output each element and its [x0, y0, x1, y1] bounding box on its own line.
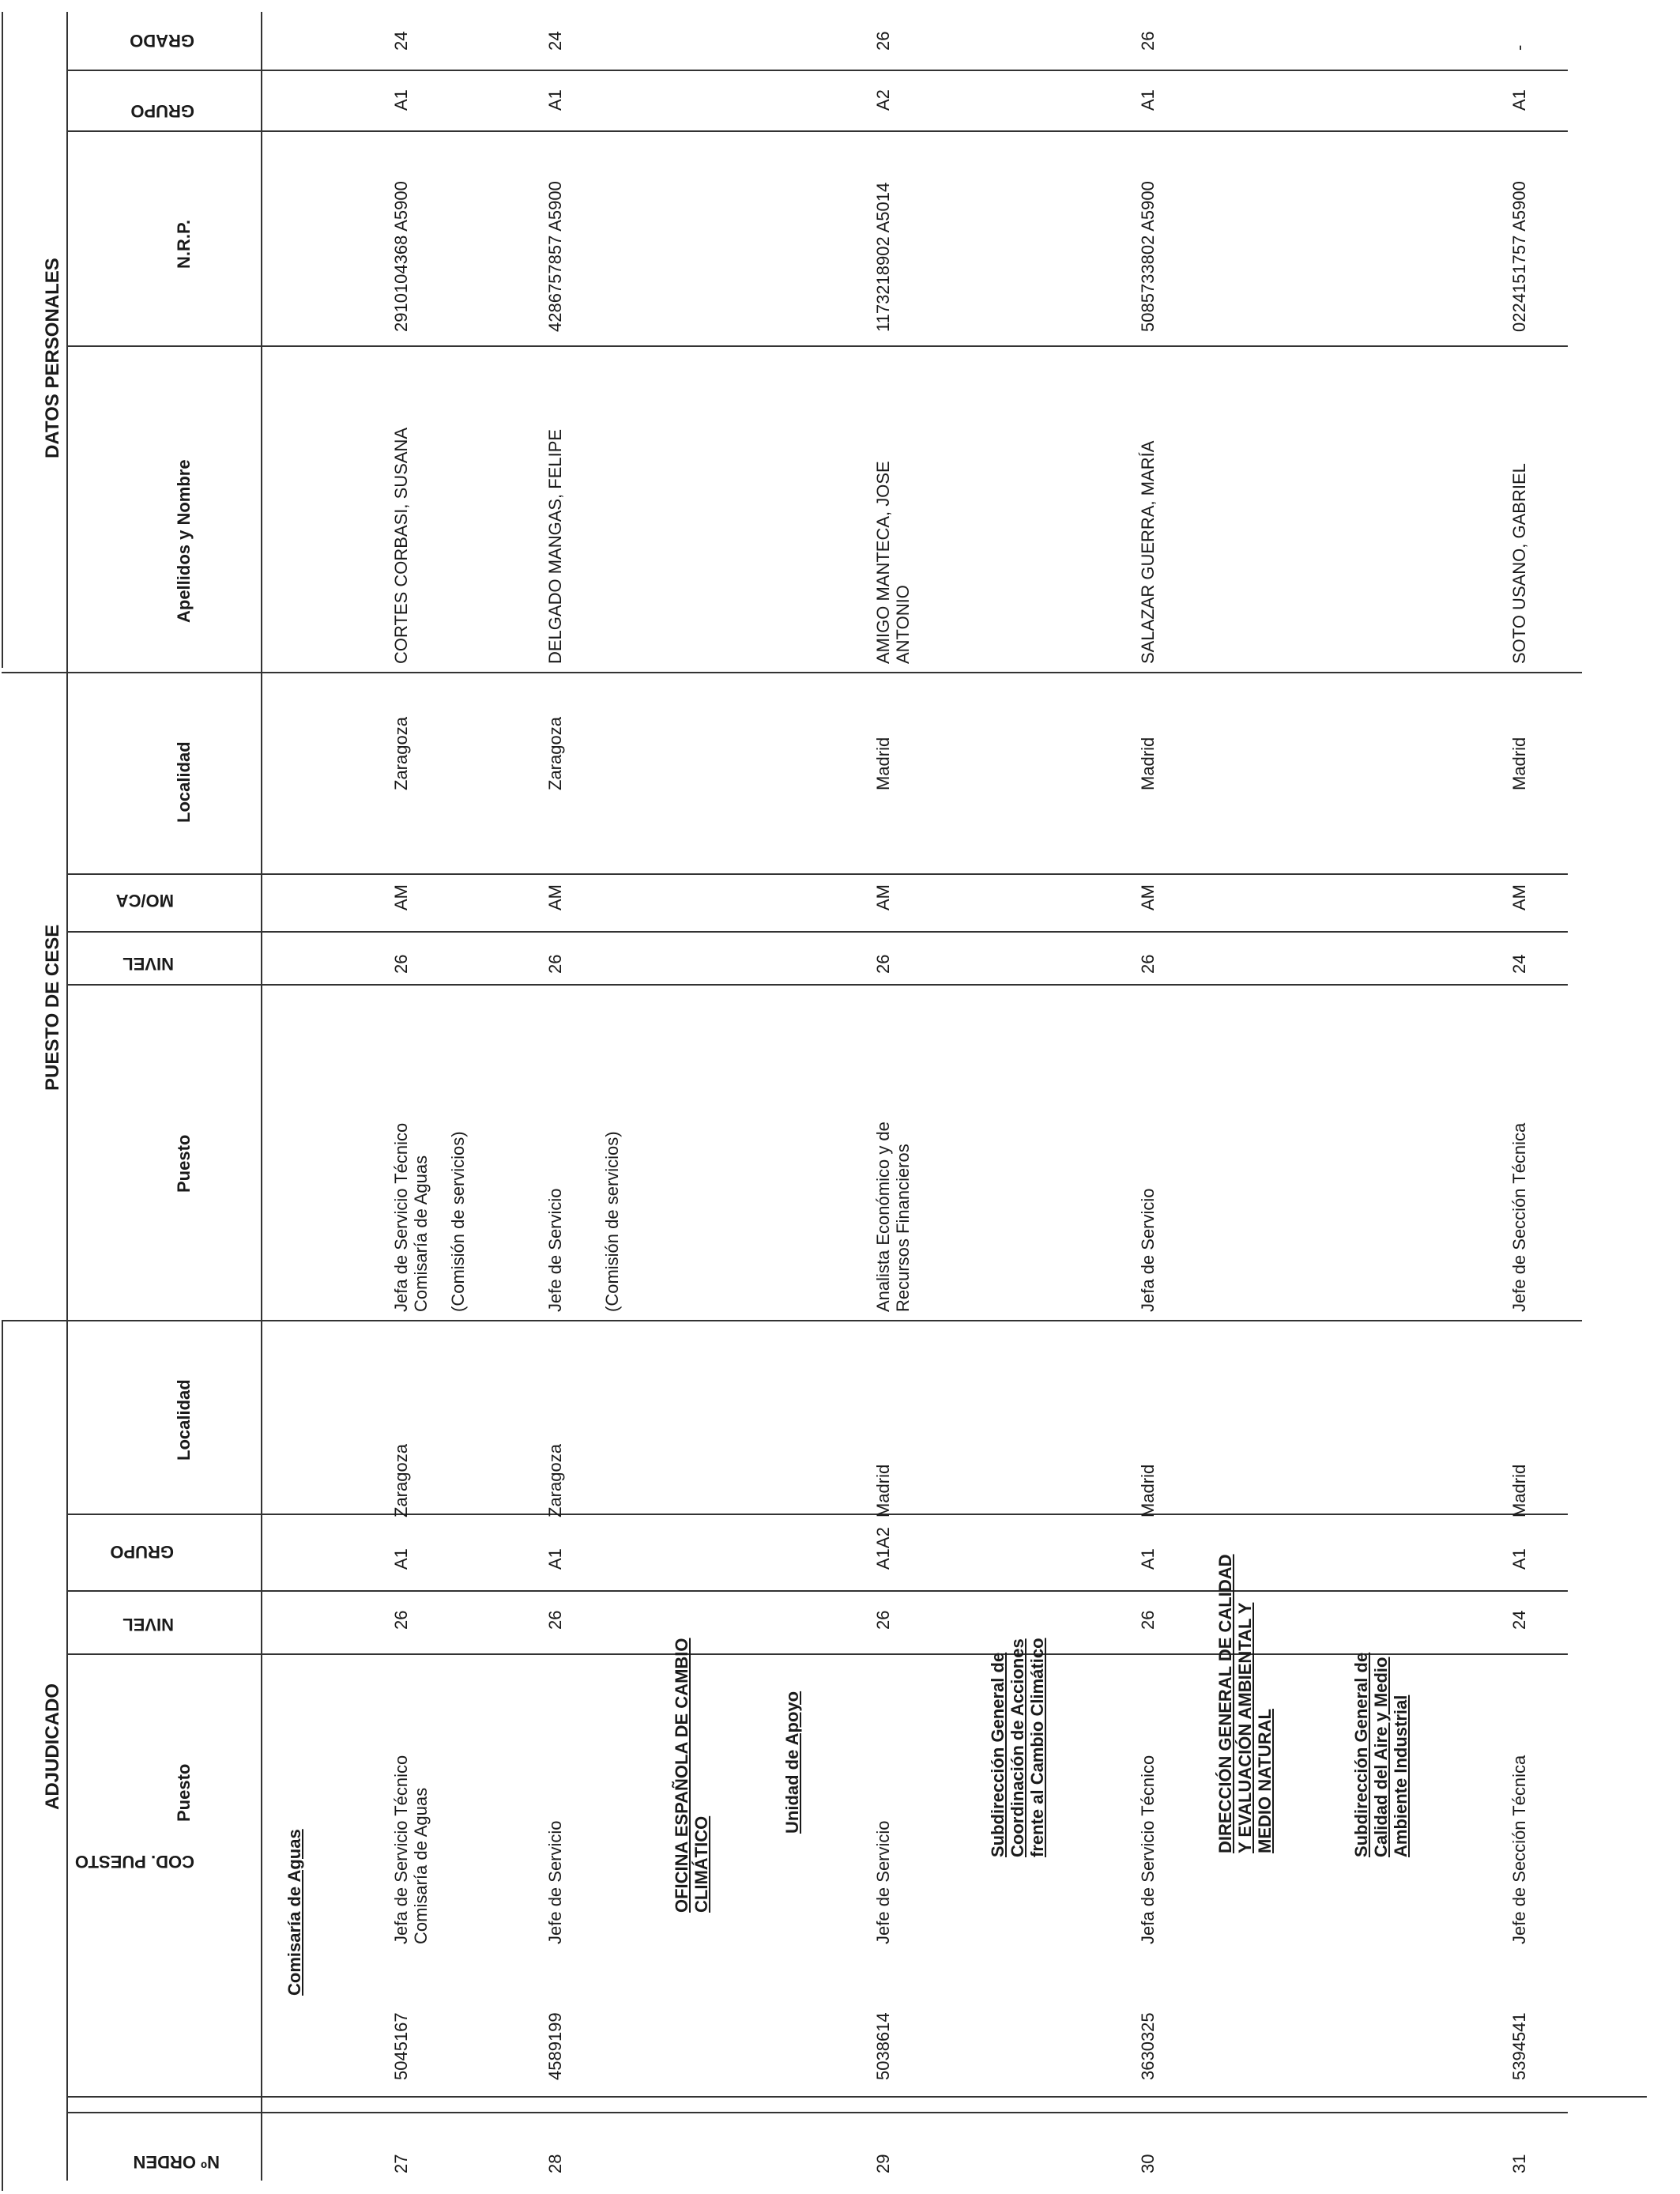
cell-cod-puesto: 5045167 [391, 2012, 411, 2080]
cell-adj-grupo: A1 [1509, 1548, 1529, 1570]
cell-apellidos-nombre: AMIGO MANTECA, JOSE [873, 461, 893, 664]
cell-cese-nivel: 24 [1509, 954, 1529, 974]
header-adj-grupo: GRUPO [110, 1542, 174, 1562]
sep-adj-nivel [66, 1514, 1568, 1515]
cell-grupo: A1 [1509, 89, 1529, 111]
cell-grupo: A2 [873, 89, 893, 111]
section-rule [66, 12, 68, 2181]
section-title-puesto-cese: PUESTO DE CESE [42, 924, 63, 1091]
cell-grado: 24 [545, 31, 565, 51]
cell-grupo: A1 [1138, 89, 1158, 111]
sep-cod [66, 1653, 1568, 1655]
cell-cese-localidad: Madrid [1138, 737, 1158, 790]
cell-cod-puesto: 5038614 [873, 2012, 893, 2080]
cell-cese-nota: (Comisión de servicios) [448, 1131, 468, 1312]
unit-heading-3: Coordinación de Acciones [1008, 1638, 1027, 1857]
cell-cese-nivel: 26 [545, 954, 565, 974]
cell-adj-puesto: Jefa de Servicio Técnico [1138, 1755, 1158, 1944]
unit-heading-4: MEDIO NATURAL [1255, 1709, 1275, 1853]
cell-cese-moca: AM [873, 884, 893, 910]
section-title-adjudicado: ADJUDICADO [42, 1683, 63, 1810]
cell-cese-localidad: Madrid [1509, 737, 1529, 790]
sep-cese-datos [2, 672, 1582, 673]
cell-cese-puesto: Jefa de Servicio Técnico [391, 1122, 411, 1312]
cell-apellidos-nombre: CORTES CORBASI, SUSANA [391, 427, 411, 664]
cell-adj-grupo: A1A2 [873, 1527, 893, 1570]
cell-cese-moca: AM [545, 884, 565, 910]
unit-heading-5: Calidad del Aire y Medio [1371, 1657, 1391, 1857]
cell-cese-moca: AM [1138, 884, 1158, 910]
cell-adj-grupo: A1 [391, 1548, 411, 1570]
header-grado: GRADO [130, 31, 194, 51]
cell-cese-puesto: Comisaría de Aguas [411, 1155, 431, 1312]
cell-nrp: 0224151757 A5900 [1509, 181, 1529, 332]
left-border-upper [2, 12, 3, 668]
cell-adj-nivel: 26 [391, 1610, 411, 1630]
cell-orden: 31 [1509, 2154, 1529, 2173]
cell-cese-nivel: 26 [873, 954, 893, 974]
cell-cese-puesto: Recursos Financieros [893, 1144, 913, 1312]
unit-heading-2: Unidad de Apoyo [782, 1691, 802, 1834]
cell-cese-moca: AM [391, 884, 411, 910]
sep-apellidos [66, 345, 1568, 347]
header-cese-nivel: NIVEL [122, 954, 174, 974]
cell-cese-puesto: Jefe de Servicio [545, 1188, 565, 1312]
sep-adjudicado-cese [2, 1320, 1582, 1321]
cell-orden: 27 [391, 2154, 411, 2173]
cell-adj-puesto: Jefe de Sección Técnica [1509, 1755, 1529, 1944]
cell-apellidos-nombre: SALAZAR GUERRA, MARÍA [1138, 440, 1158, 664]
cell-adj-nivel: 26 [545, 1610, 565, 1630]
outer-border-left [66, 2096, 1647, 2098]
unit-heading-3: Subdirección General de [988, 1652, 1008, 1857]
unit-heading-1: CLIMÁTICO [691, 1815, 711, 1913]
header-adj-puesto: Puesto [174, 1763, 194, 1822]
cell-cod-puesto: 5394541 [1509, 2012, 1529, 2080]
cell-adj-grupo: A1 [545, 1548, 565, 1570]
header-orden: Nº ORDEN [133, 2152, 220, 2172]
header-rule [261, 12, 262, 2181]
cell-cese-moca: AM [1509, 884, 1529, 910]
left-border-lower [2, 1321, 3, 2191]
cell-nrp: 1173218902 A5014 [873, 182, 893, 332]
header-adj-nivel: NIVEL [122, 1615, 174, 1634]
sep-orden [66, 2112, 1568, 2113]
header-cese-puesto: Puesto [174, 1134, 194, 1193]
cell-nrp: 4286757857 A5900 [545, 181, 565, 332]
cell-cese-puesto: Jefa de Servicio [1138, 1188, 1158, 1312]
unit-heading-1: OFICINA ESPAÑOLA DE CAMBIO [672, 1638, 691, 1913]
cell-adj-localidad: Zaragoza [545, 1444, 565, 1517]
cell-cese-localidad: Zaragoza [391, 717, 411, 790]
cell-adj-localidad: Madrid [1138, 1464, 1158, 1517]
cell-adj-nivel: 24 [1509, 1610, 1529, 1630]
header-grupo: GRUPO [130, 101, 194, 121]
cell-grado: 26 [873, 31, 893, 51]
sep-cese-moca [66, 873, 1568, 875]
cell-apellidos-nombre: ANTONIO [893, 585, 913, 664]
cell-cod-puesto: 4589199 [545, 2012, 565, 2080]
cell-adj-nivel: 26 [1138, 1610, 1158, 1630]
cell-grado: - [1509, 44, 1529, 51]
header-cod-puesto: COD. PUESTO [74, 1852, 194, 1872]
cell-adj-localidad: Madrid [873, 1464, 893, 1517]
section-title-datos-personales: DATOS PERSONALES [42, 258, 63, 458]
sep-nrp [66, 130, 1568, 132]
cell-grupo: A1 [545, 89, 565, 111]
header-apellidos: Apellidos y Nombre [174, 459, 194, 623]
sep-cese-nivel [66, 931, 1568, 933]
unit-heading-0: Comisaría de Aguas [284, 1829, 304, 1996]
cell-adj-puesto: Comisaría de Aguas [411, 1787, 431, 1944]
header-adj-localidad: Localidad [174, 1379, 194, 1461]
cell-adj-localidad: Madrid [1509, 1464, 1529, 1517]
cell-adj-localidad: Zaragoza [391, 1444, 411, 1517]
cell-cese-nota: (Comisión de servicios) [602, 1131, 622, 1312]
header-nrp: N.R.P. [174, 220, 194, 269]
cell-grado: 24 [391, 31, 411, 51]
cell-orden: 30 [1138, 2154, 1158, 2173]
cell-adj-puesto: Jefe de Servicio [873, 1820, 893, 1944]
cell-apellidos-nombre: SOTO USANO, GABRIEL [1509, 463, 1529, 664]
cell-adj-grupo: A1 [1138, 1548, 1158, 1570]
unit-heading-5: Ambiente Industrial [1391, 1695, 1411, 1857]
cell-adj-puesto: Jefe de Servicio [545, 1820, 565, 1944]
cell-cese-nivel: 26 [1138, 954, 1158, 974]
cell-cese-localidad: Zaragoza [545, 717, 565, 790]
header-cese-localidad: Localidad [174, 741, 194, 823]
header-cese-moca: MO/CA [115, 891, 174, 910]
cell-cese-puesto: Jefe de Sección Técnica [1509, 1122, 1529, 1312]
unit-heading-4: Y EVALUACIÓN AMBIENTAL Y [1235, 1602, 1255, 1853]
cell-nrp: 5085733802 A5900 [1138, 181, 1158, 332]
cell-cod-puesto: 3630325 [1138, 2012, 1158, 2080]
cell-apellidos-nombre: DELGADO MANGAS, FELIPE [545, 428, 565, 664]
cell-cese-puesto: Analista Económico y de [873, 1122, 893, 1312]
unit-heading-3: frente al Cambio Climático [1027, 1638, 1047, 1857]
unit-heading-5: Subdirección General de [1351, 1652, 1371, 1857]
sep-grupo [66, 70, 1568, 71]
cell-grupo: A1 [391, 89, 411, 111]
sep-cese-puesto [66, 984, 1568, 986]
cell-nrp: 2910104368 A5900 [391, 181, 411, 332]
cell-adj-puesto: Jefa de Servicio Técnico [391, 1755, 411, 1944]
cell-adj-nivel: 26 [873, 1610, 893, 1630]
cell-grado: 26 [1138, 31, 1158, 51]
cell-orden: 29 [873, 2154, 893, 2173]
cell-cese-localidad: Madrid [873, 737, 893, 790]
cell-orden: 28 [545, 2154, 565, 2173]
unit-heading-4: DIRECCIÓN GENERAL DE CALIDAD [1215, 1554, 1235, 1853]
sep-adj-puesto [66, 1590, 1568, 1592]
cell-cese-nivel: 26 [391, 954, 411, 974]
